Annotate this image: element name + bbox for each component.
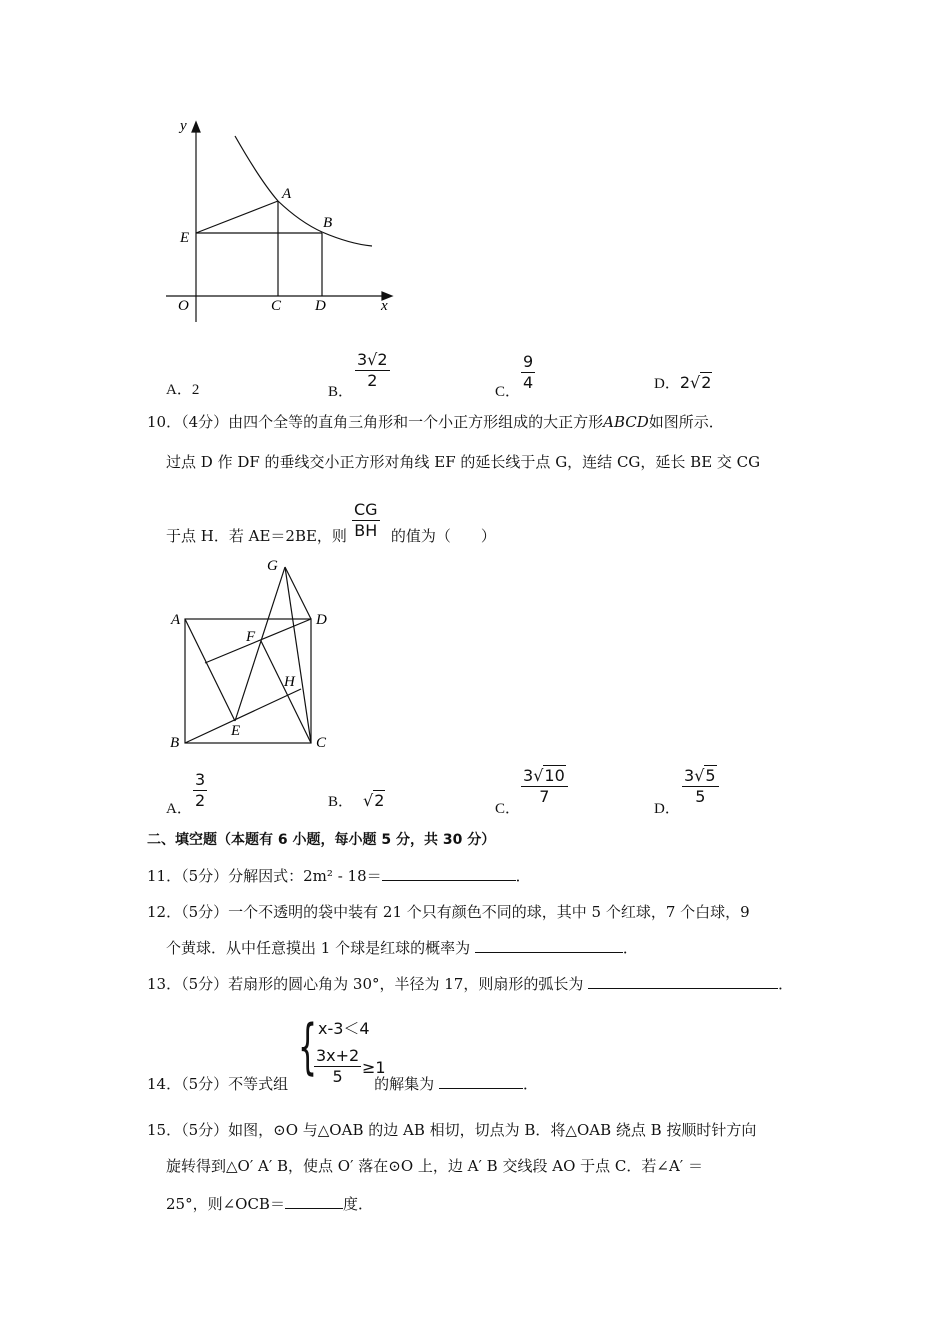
label-A: A	[171, 612, 181, 628]
question-text-end: ．	[522, 1075, 538, 1093]
q10-option-c-letter: C．	[495, 801, 521, 817]
square-name: ABCD	[603, 413, 649, 431]
question-text: 过点 D 作 DF 的垂线交小正方形对角线 EF 的延长线于点 G，连结 CG，延长 BE 交 CG	[166, 453, 761, 471]
coefficient: 3	[684, 766, 695, 785]
option-value: 2	[191, 382, 200, 398]
fraction-numerator: 3√2	[357, 350, 388, 369]
question-number: 12．	[147, 903, 182, 921]
label-B: B	[323, 215, 333, 231]
question-text: 由四个全等的直角三角形和一个小正方形组成的大正方形	[228, 413, 604, 431]
q14-inequality-2-rhs: ≥1	[362, 1058, 386, 1077]
q10-option-d-letter: D．	[654, 801, 680, 817]
segment-DF	[205, 619, 311, 663]
answer-blank[interactable]	[475, 938, 623, 953]
question-text-end: 度．	[342, 1195, 373, 1213]
q10-figure	[165, 555, 345, 755]
q10-option-a-fraction	[193, 770, 207, 811]
radicand: 5	[705, 766, 716, 785]
q9-option-a	[166, 378, 199, 399]
label-F: F	[246, 629, 256, 645]
option-letter: B．	[328, 794, 354, 810]
q15-line-3	[166, 1194, 373, 1214]
radicand: 2	[701, 373, 712, 392]
q9-option-d	[654, 372, 712, 393]
q10-option-a-letter: A．	[166, 801, 192, 817]
question-score: （5分）	[181, 975, 229, 993]
question-text-end: ．	[778, 975, 794, 993]
coefficient: 2	[679, 373, 691, 392]
question-score: （5分）	[181, 1075, 229, 1093]
question-text-end: ．	[515, 867, 531, 885]
q10-line-3	[166, 526, 496, 546]
q10-line-1	[147, 412, 724, 432]
q10-line-2	[166, 452, 760, 472]
label-C: C	[271, 298, 282, 314]
label-E: E	[180, 230, 190, 246]
fraction-denominator: 4	[523, 373, 534, 392]
question-text: 25°，则∠OCB＝	[166, 1195, 285, 1213]
label-O: O	[178, 298, 189, 314]
q10-option-c-fraction	[521, 766, 568, 807]
q10-ratio-fraction	[352, 500, 380, 541]
label-x: x	[381, 298, 388, 314]
q9-option-c-fraction	[521, 352, 535, 393]
question-text: 如图，⊙O 与△OAB 的边 AB 相切，切点为 B．将△OAB 绕点 B 按顺时针方向	[228, 1121, 757, 1139]
segment-EA	[196, 201, 278, 233]
label-E: E	[231, 723, 241, 739]
label-A: A	[282, 186, 292, 202]
q10-option-b	[328, 790, 385, 811]
fraction-denominator: 2	[195, 791, 206, 810]
question-number: 13．	[147, 975, 182, 993]
fraction-denominator: 2	[367, 371, 378, 390]
question-number: 10．	[147, 413, 182, 431]
question-text: 个黄球．从中任意摸出 1 个球是红球的概率为	[166, 939, 471, 957]
q10-option-d-fraction	[682, 766, 719, 807]
fraction-numerator: 3x+2	[316, 1046, 360, 1065]
question-number: 11．	[147, 867, 182, 885]
radicand: 2	[374, 791, 385, 810]
fraction-denominator: 5	[332, 1067, 343, 1086]
q11	[147, 866, 531, 886]
q9-figure	[160, 110, 410, 335]
answer-blank[interactable]	[382, 866, 516, 881]
fraction-denominator: 7	[539, 787, 550, 806]
fraction-numerator: 3√10	[521, 766, 568, 787]
label-G: G	[267, 558, 278, 574]
question-score: （5分）	[181, 903, 229, 921]
question-score: （5分）	[181, 1121, 229, 1139]
answer-blank[interactable]	[588, 974, 778, 989]
label-D: D	[315, 298, 326, 314]
option-letter: A．	[166, 382, 192, 398]
question-text-end: ．	[622, 939, 638, 957]
question-text: 分解因式：2m² - 18＝	[228, 867, 382, 885]
question-text: 旋转得到△O′ A′ B，使点 O′ 落在⊙O 上，边 A′ B 交线段 AO 于点 C．若∠A′ ＝	[166, 1157, 703, 1175]
radical-sign: √	[690, 373, 701, 392]
q14-inequality-1: x-3＜4	[318, 1019, 370, 1038]
q9-option-b-fraction	[355, 350, 390, 391]
label-C: C	[316, 735, 327, 751]
fraction-numerator: 9	[523, 352, 534, 371]
question-text: 若扇形的圆心角为 30°，半径为 17，则扇形的弧长为	[228, 975, 584, 993]
q13	[147, 974, 793, 994]
question-text: 不等式组	[228, 1075, 289, 1093]
q12-line-2	[166, 938, 638, 958]
label-B: B	[170, 735, 180, 751]
q14-brace: {	[298, 1012, 318, 1082]
segment-AE	[185, 619, 235, 721]
q15-line-1	[147, 1120, 756, 1140]
fraction-denominator: BH	[354, 521, 378, 540]
q9-option-c-letter: C．	[495, 384, 521, 400]
question-number: 14．	[147, 1075, 182, 1093]
question-score: （4分）	[181, 413, 229, 431]
radical-sign: √	[363, 791, 374, 810]
q9-option-b-letter: B．	[328, 384, 354, 400]
question-text: 的解集为	[374, 1075, 435, 1093]
q15-line-2	[166, 1156, 703, 1176]
option-letter: D．	[654, 376, 680, 392]
fraction-numerator: 3√5	[682, 766, 719, 787]
question-text-end: 如图所示．	[648, 413, 724, 431]
question-number: 15．	[147, 1121, 182, 1139]
segment-EG	[235, 567, 285, 721]
coefficient: 3	[523, 766, 534, 785]
q12-line-1	[147, 902, 750, 922]
hyperbola-curve	[235, 136, 372, 246]
fraction-denominator: 5	[695, 787, 706, 806]
question-text-end: 的值为（ ）	[390, 527, 496, 545]
question-text: 于点 H．若 AE＝2BE，则	[166, 527, 347, 545]
question-score: （5分）	[181, 867, 229, 885]
label-y: y	[180, 118, 187, 134]
y-axis-arrow	[192, 122, 200, 132]
label-D: D	[316, 612, 327, 628]
question-text: 一个不透明的袋中装有 21 个只有颜色不同的球，其中 5 个红球，7 个白球，9	[228, 903, 750, 921]
radicand: 10	[544, 766, 565, 785]
label-H: H	[284, 674, 295, 690]
answer-blank[interactable]	[439, 1074, 523, 1089]
fraction-numerator: 3	[195, 770, 206, 789]
q14-inequality-2-fraction	[314, 1046, 361, 1087]
fraction-numerator: CG	[354, 500, 378, 519]
answer-blank[interactable]	[285, 1194, 343, 1209]
section-heading: 二、填空题（本题有 6 小题，每小题 5 分，共 30 分）	[147, 832, 496, 848]
